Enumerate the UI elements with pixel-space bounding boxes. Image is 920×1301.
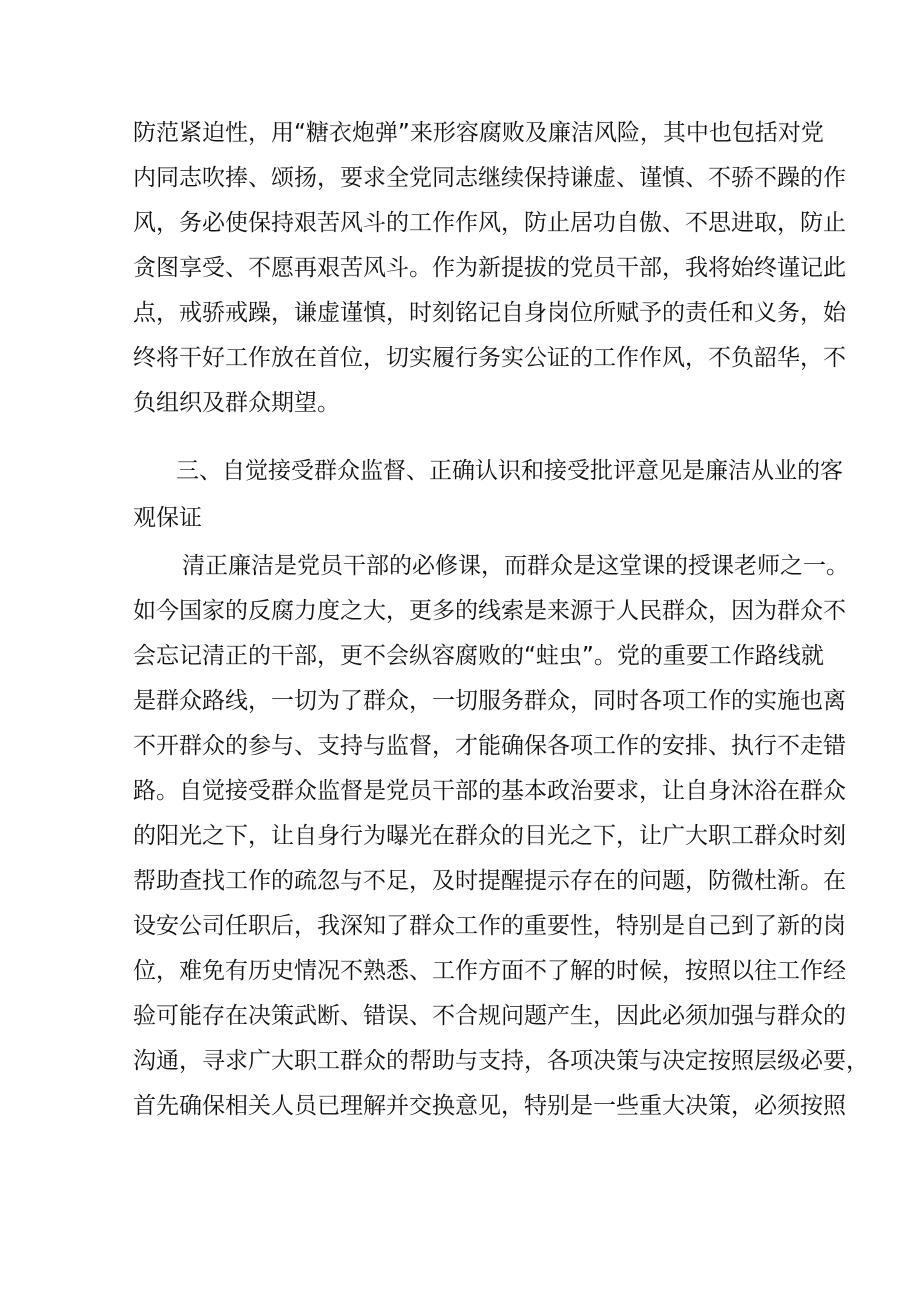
body-text-line: 是群众路线，一切为了群众，一切服务群众，同时各项工作的实施也离 [133,688,846,714]
body-text-line: 验可能存在决策武断、错误、不合规问题产生，因此必须加强与群众的 [133,1003,846,1029]
section-heading-line: 三、自觉接受群众监督、正确认识和接受批评意见是廉洁从业的客 [176,458,843,484]
body-text-line: 路。自觉接受群众监督是党员干部的基本政治要求，让自身沐浴在群众 [133,778,846,804]
body-text-line: 位，难免有历史情况不熟悉、工作方面不了解的时候，按照以往工作经 [133,958,846,984]
body-text-line: 设安公司任职后，我深知了群众工作的重要性，特别是自己到了新的岗 [133,913,846,939]
body-text-line: 贪图享受、不愿再艰苦风斗。作为新提拔的党员干部，我将始终谨记此 [133,255,846,281]
body-text-line: 内同志吹捧、颂扬，要求全党同志继续保持谦虚、谨慎、不骄不躁的作 [133,165,846,191]
body-text-line: 风，务必使保持艰苦风斗的工作作风，防止居功自傲、不思进取，防止 [133,210,846,236]
body-text-line: 清正廉洁是党员干部的必修课，而群众是这堂课的授课老师之一。 [182,553,849,579]
body-text-line: 防范紧迫性，用“糖衣炮弹”来形容腐败及廉洁风险，其中也包括对党 [133,120,824,146]
body-text-line: 如今国家的反腐力度之大，更多的线索是来源于人民群众，因为群众不 [133,598,846,624]
section-heading-line: 观保证 [133,505,202,531]
body-text-line: 会忘记清正的干部，更不会纵容腐败的“蛀虫”。党的重要工作路线就 [133,643,824,669]
body-text-line: 终将干好工作放在首位，切实履行务实公证的工作作风，不负韶华，不 [133,345,846,371]
body-text-line: 负组织及群众期望。 [133,390,340,416]
body-text-line: 沟通，寻求广大职工群众的帮助与支持，各项决策与决定按照层级必要， [133,1048,869,1074]
body-text-line: 首先确保相关人员已理解并交换意见，特别是一些重大决策，必须按照 [133,1093,846,1119]
body-text-line: 点，戒骄戒躁，谦虚谨慎，时刻铭记自身岗位所赋予的责任和义务，始 [133,300,846,326]
body-text-line: 不开群众的参与、支持与监督，才能确保各项工作的安排、执行不走错 [133,733,846,759]
body-text-line: 的阳光之下，让自身行为曝光在群众的目光之下，让广大职工群众时刻 [133,823,846,849]
body-text-line: 帮助查找工作的疏忽与不足，及时提醒提示存在的问题，防微杜渐。在 [133,868,846,894]
